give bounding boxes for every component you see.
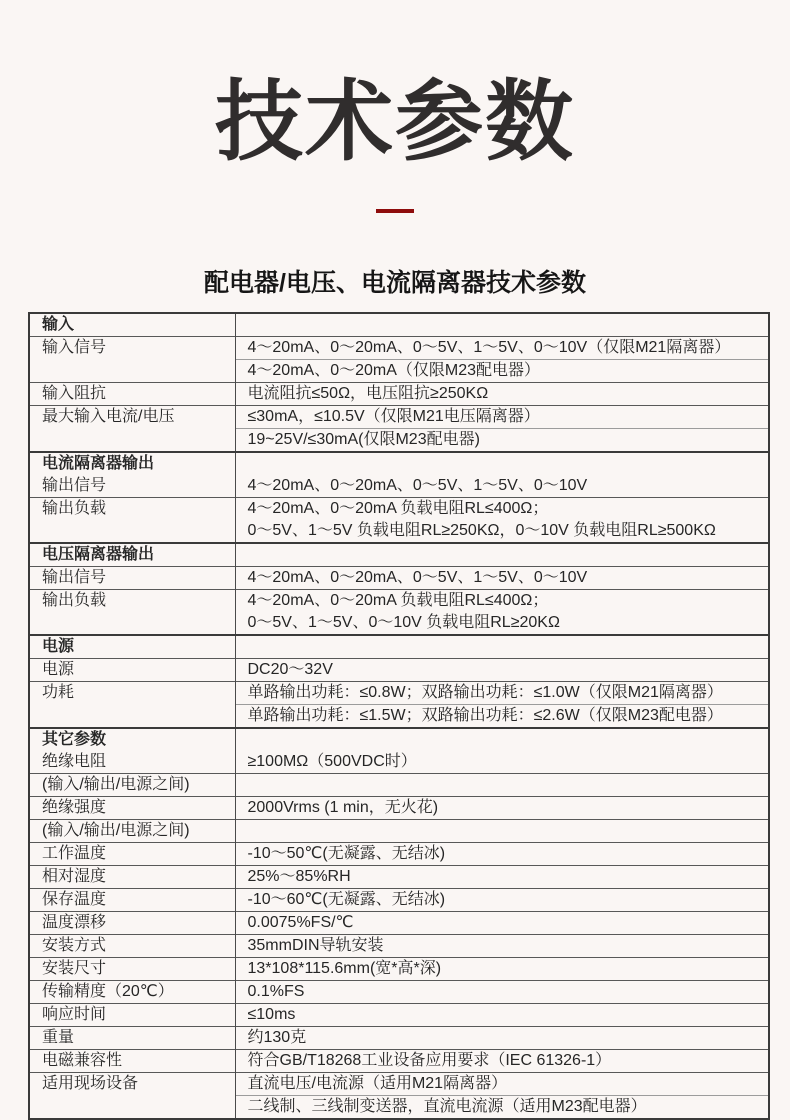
value-cell xyxy=(235,728,769,774)
value-cell xyxy=(235,452,769,498)
value-cell: 25%～85%RH xyxy=(235,866,769,889)
table-param-row xyxy=(29,498,769,544)
value-text: ≥100MΩ（500VDC时） xyxy=(247,753,417,770)
table-param-row xyxy=(29,383,769,406)
value-cell: 电流阻抗≤50Ω，电压阻抗≥250KΩ xyxy=(235,383,769,406)
param-label-cell: (输入/输出/电源之间) xyxy=(29,774,235,797)
title-divider xyxy=(376,209,414,213)
value-cell: ≤10ms xyxy=(235,1004,769,1027)
param-label-cell: 电源 xyxy=(29,659,235,682)
value-cell: 4～20mA、0～20mA、0～5V、1～5V、0～10V（仅限M21隔离器） xyxy=(235,337,769,360)
section-label-cell: 电源 xyxy=(29,635,235,659)
table-param-row xyxy=(29,590,769,636)
value-cell: 0.0075%FS/℃ xyxy=(235,912,769,935)
value-cell: 直流电压/电流源（适用M21隔离器） xyxy=(235,1073,769,1096)
param-label-cell: 电磁兼容性 xyxy=(29,1050,235,1073)
value-cell xyxy=(235,313,769,337)
param-label-cell: 工作温度 xyxy=(29,843,235,866)
table-param-row xyxy=(29,1027,769,1050)
param-label-cell: 输出负载 xyxy=(29,498,235,544)
value-cell: 35mmDIN导轨安装 xyxy=(235,935,769,958)
value-cell: 4～20mA、0～20mA、0～5V、1～5V、0～10V xyxy=(235,567,769,590)
section-label: 其它参数 xyxy=(42,731,107,748)
value-text: 4～20mA、0～20mA、0～5V、1～5V、0～10V xyxy=(247,477,588,494)
value-cell xyxy=(235,820,769,843)
param-label-cell: 功耗 xyxy=(29,682,235,729)
section-label-cell xyxy=(29,452,235,498)
param-label: 输出信号 xyxy=(42,477,107,494)
value-cell: -10～50℃(无凝露、无结冰) xyxy=(235,843,769,866)
table-param-row xyxy=(29,935,769,958)
value-cell xyxy=(235,543,769,567)
param-label-cell: 输入信号 xyxy=(29,337,235,383)
table-param-row xyxy=(29,820,769,843)
param-label-cell: 重量 xyxy=(29,1027,235,1050)
table-section-param-row xyxy=(29,452,769,498)
section-label-cell xyxy=(29,728,235,774)
section-subtitle: 配电器/电压、电流隔离器技术参数 xyxy=(204,269,586,297)
value-cell: DC20～32V xyxy=(235,659,769,682)
param-label-cell: 安装方式 xyxy=(29,935,235,958)
value-cell: ≤30mA，≤10.5V（仅限M21电压隔离器） xyxy=(235,406,769,429)
section-label-cell: 电压隔离器输出 xyxy=(29,543,235,567)
value-cell: 0.1%FS xyxy=(235,981,769,1004)
value-cell xyxy=(235,635,769,659)
param-label-cell: 输出信号 xyxy=(29,567,235,590)
table-param-row xyxy=(29,567,769,590)
param-label-cell: 适用现场设备 xyxy=(29,1073,235,1120)
param-label-cell: 传输精度（20℃） xyxy=(29,981,235,1004)
value-cell: 二线制、三线制变送器，直流电流源（适用M23配电器） xyxy=(235,1096,769,1120)
table-section-row xyxy=(29,543,769,567)
value-cell xyxy=(235,774,769,797)
table-section-row xyxy=(29,313,769,337)
param-label-cell: 最大输入电流/电压 xyxy=(29,406,235,453)
table-param-row xyxy=(29,406,769,429)
param-label-cell: 输入阻抗 xyxy=(29,383,235,406)
section-label-cell: 输入 xyxy=(29,313,235,337)
table-param-row xyxy=(29,682,769,705)
table-param-row xyxy=(29,774,769,797)
table-param-row xyxy=(29,889,769,912)
param-label-cell: 保存温度 xyxy=(29,889,235,912)
table-param-row xyxy=(29,912,769,935)
value-cell: 13*108*115.6mm(宽*高*深) xyxy=(235,958,769,981)
table-param-row xyxy=(29,1073,769,1096)
table-section-row xyxy=(29,635,769,659)
param-label-cell: 响应时间 xyxy=(29,1004,235,1027)
spec-table xyxy=(28,312,770,1120)
value-cell: 符合GB/T18268工业设备应用要求（IEC 61326-1） xyxy=(235,1050,769,1073)
value-line: 4～20mA、0～20mA 负载电阻RL≤400Ω； xyxy=(247,592,549,609)
spec-table-wrap xyxy=(28,312,790,1120)
value-cell: 约130克 xyxy=(235,1027,769,1050)
value-cell xyxy=(235,498,769,544)
value-line: 0～5V、1～5V 负载电阻RL≥250KΩ，0～10V 负载电阻RL≥500KΩ xyxy=(247,522,716,539)
table-param-row xyxy=(29,981,769,1004)
table-param-row xyxy=(29,843,769,866)
param-label-cell: 安装尺寸 xyxy=(29,958,235,981)
table-param-row xyxy=(29,797,769,820)
page-title: 技术参数 xyxy=(214,72,575,171)
value-line: 4～20mA、0～20mA 负载电阻RL≤400Ω； xyxy=(247,500,549,517)
section-label: 电流隔离器输出 xyxy=(42,455,155,472)
table-param-row xyxy=(29,337,769,360)
param-label: 绝缘电阻 xyxy=(42,753,107,770)
value-cell: 4～20mA、0～20mA（仅限M23配电器） xyxy=(235,360,769,383)
value-line: 0～5V、1～5V、0～10V 负载电阻RL≥20KΩ xyxy=(247,614,560,631)
table-param-row xyxy=(29,1050,769,1073)
table-param-row xyxy=(29,659,769,682)
value-cell: 2000Vrms (1 min，无火花) xyxy=(235,797,769,820)
value-cell xyxy=(235,590,769,636)
param-label-cell: (输入/输出/电源之间) xyxy=(29,820,235,843)
value-cell: -10～60℃(无凝露、无结冰) xyxy=(235,889,769,912)
table-param-row xyxy=(29,866,769,889)
param-label-cell: 输出负载 xyxy=(29,590,235,636)
param-label-cell: 温度漂移 xyxy=(29,912,235,935)
value-cell: 单路输出功耗：≤1.5W；双路输出功耗：≤2.6W（仅限M23配电器） xyxy=(235,705,769,729)
table-param-row xyxy=(29,1004,769,1027)
table-param-row xyxy=(29,958,769,981)
value-cell: 19~25V/≤30mA(仅限M23配电器) xyxy=(235,429,769,453)
param-label-cell: 相对湿度 xyxy=(29,866,235,889)
param-label-cell: 绝缘强度 xyxy=(29,797,235,820)
value-cell: 单路输出功耗：≤0.8W；双路输出功耗：≤1.0W（仅限M21隔离器） xyxy=(235,682,769,705)
table-section-param-row xyxy=(29,728,769,774)
